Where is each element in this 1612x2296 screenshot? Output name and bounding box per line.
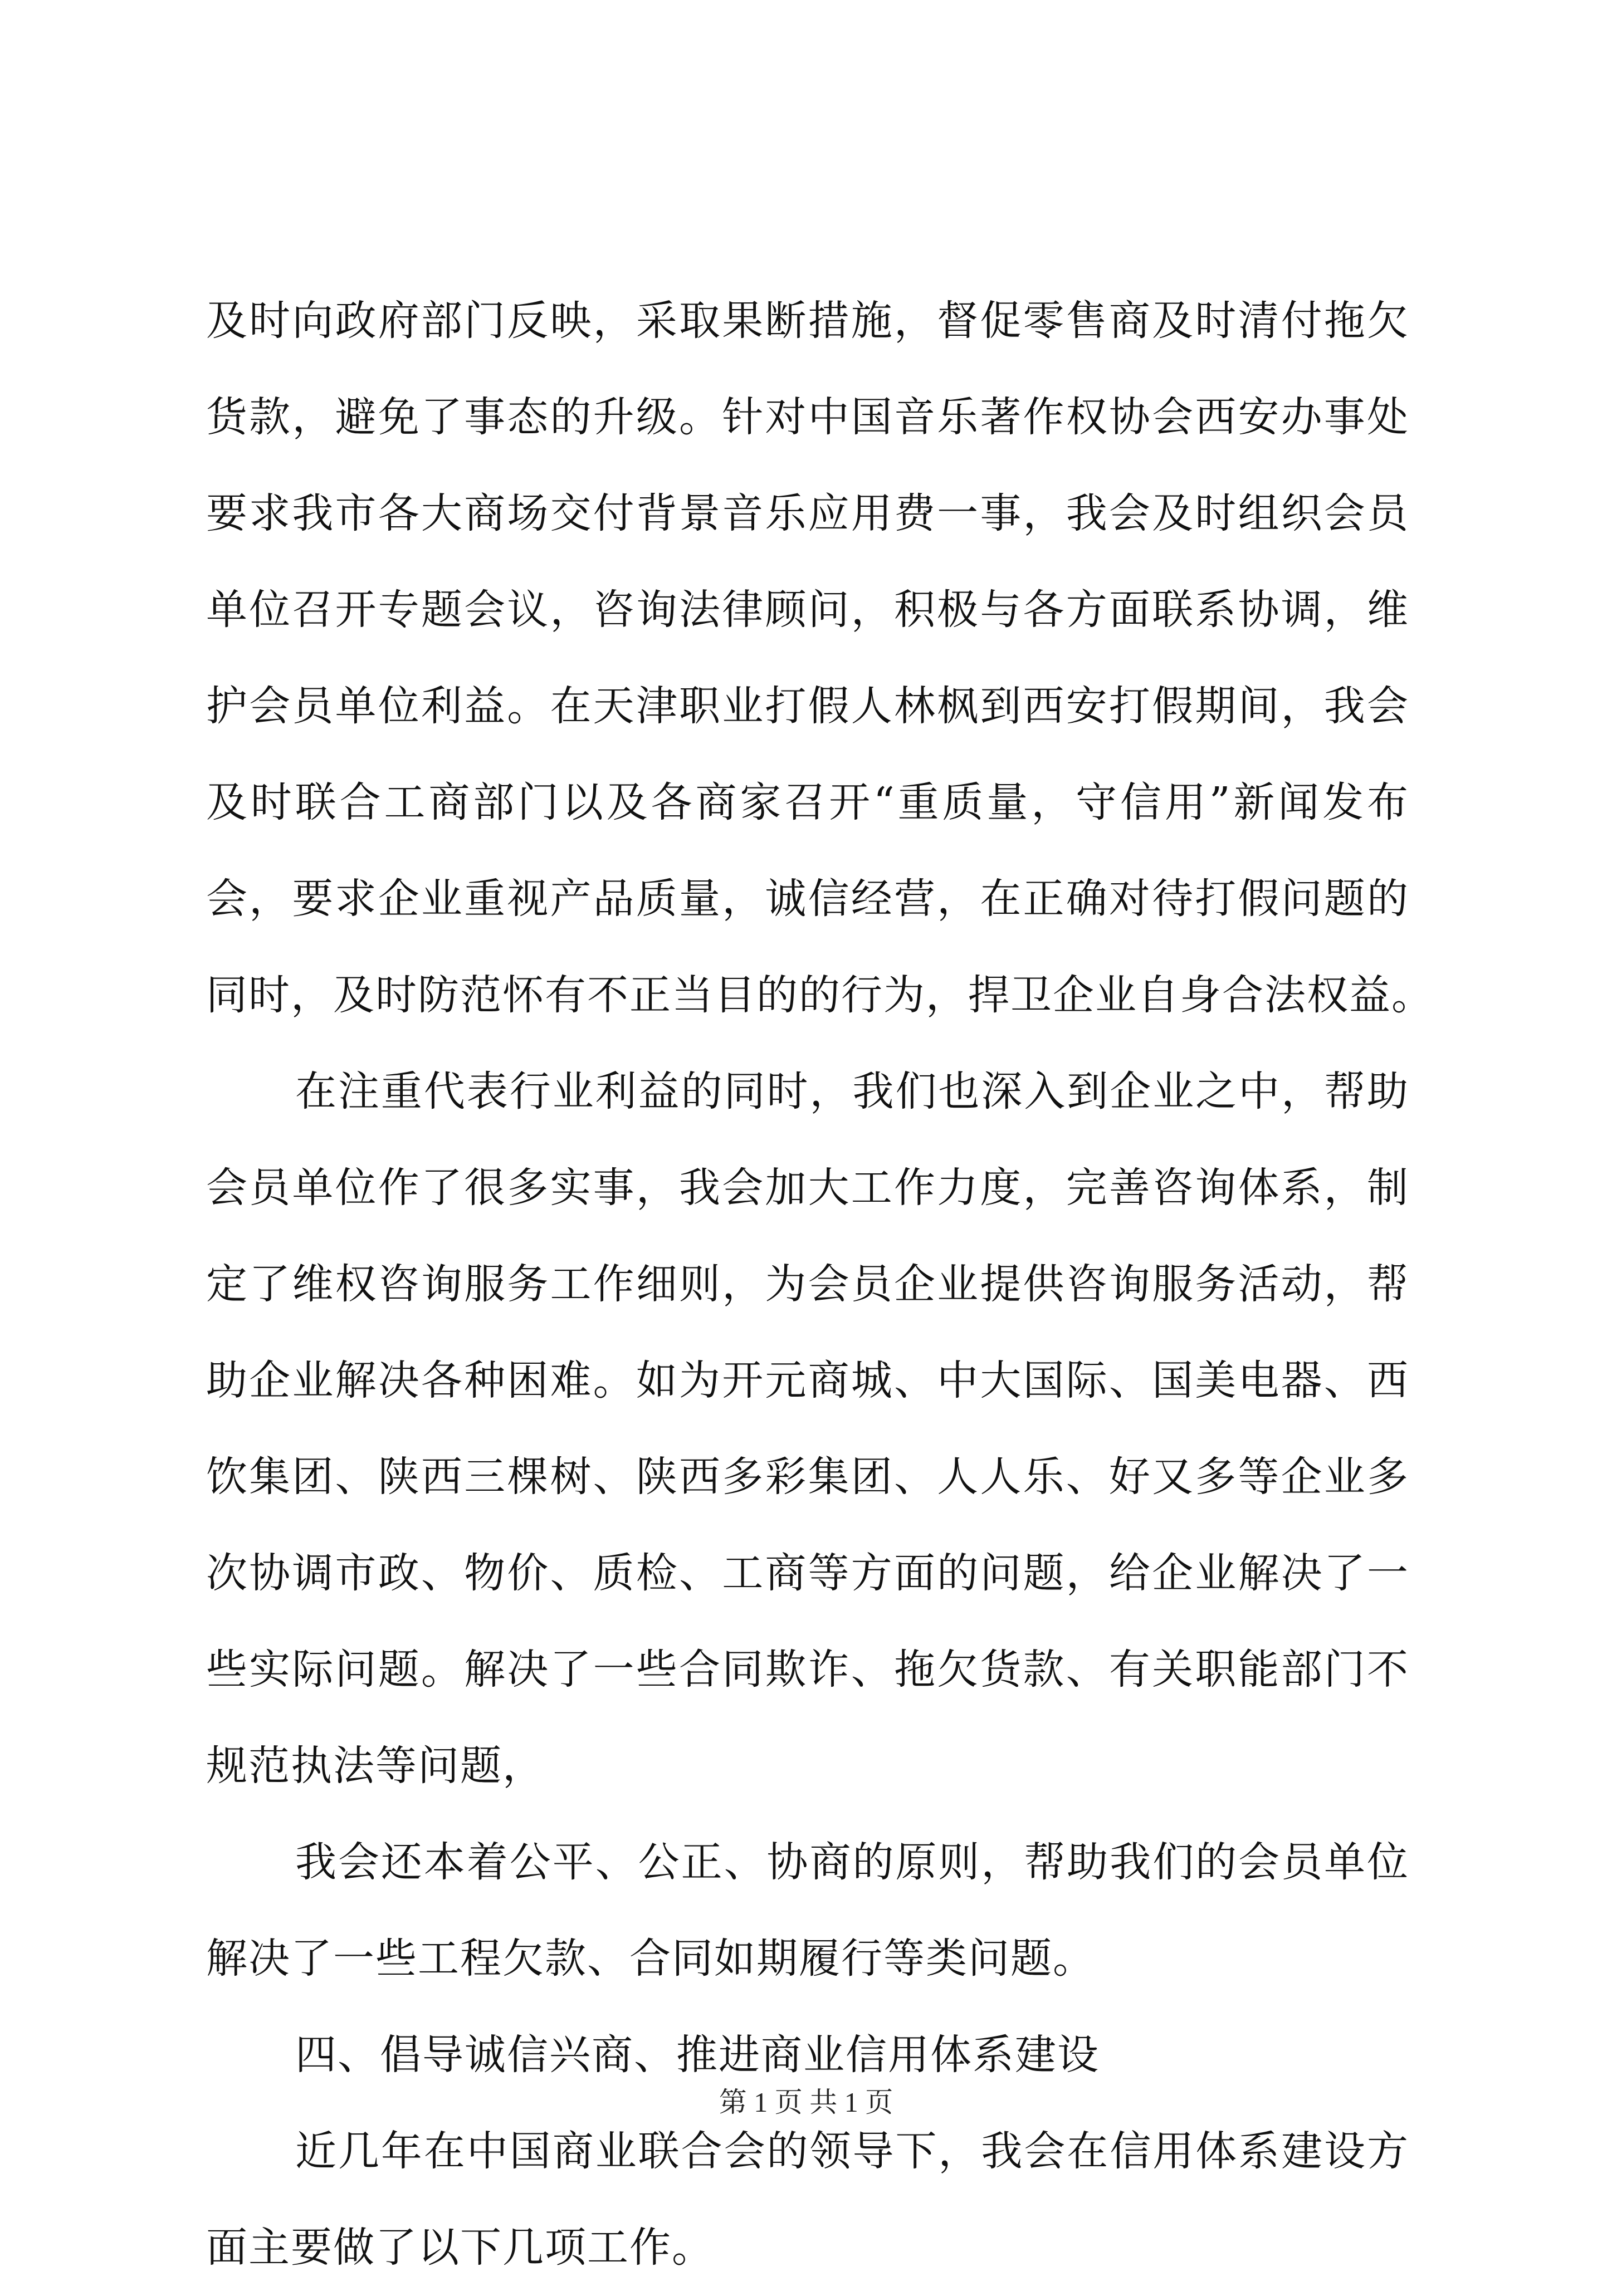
paragraph-start-line: 我会还本着公平、公正、协商的原则，帮助我们的会员单位 bbox=[295, 1838, 1409, 1886]
text-line: 及时向政府部门反映，采取果断措施，督促零售商及时清付拖欠 bbox=[206, 297, 1409, 345]
text-line: 护会员单位利益。在天津职业打假人林枫到西安打假期间，我会 bbox=[206, 682, 1409, 730]
text-line: 次协调市政、物价、质检、工商等方面的问题，给企业解决了一 bbox=[206, 1549, 1409, 1597]
text-line: 定了维权咨询服务工作细则，为会员企业提供咨询服务活动，帮 bbox=[206, 1260, 1409, 1308]
page-number-footer: 第 1 页 共 1 页 bbox=[719, 2087, 893, 2118]
text-line: 面主要做了以下几项工作。 bbox=[206, 2224, 714, 2271]
text-line: 些实际问题。解决了一些合同欺诈、拖欠货款、有关职能部门不 bbox=[206, 1646, 1409, 1693]
text-line: 会，要求企业重视产品质量，诚信经营，在正确对待打假问题的 bbox=[206, 875, 1409, 923]
text-line: 饮集团、陕西三棵树、陕西多彩集团、人人乐、好又多等企业多 bbox=[206, 1453, 1409, 1501]
section-heading: 四、倡导诚信兴商、推进商业信用体系建设 bbox=[295, 2031, 1100, 2079]
text-line: 会员单位作了很多实事，我会加大工作力度，完善咨询体系，制 bbox=[206, 1164, 1409, 1212]
text-line: 同时，及时防范怀有不正当目的的行为，捍卫企业自身合法权益。 bbox=[206, 971, 1434, 1019]
text-line: 解决了一些工程欠款、合同如期履行等类问题。 bbox=[206, 1935, 1095, 1982]
text-line: 助企业解决各种困难。如为开元商城、中大国际、国美电器、西 bbox=[206, 1357, 1409, 1404]
paragraph-start-line: 近几年在中国商业联合会的领导下，我会在信用体系建设方 bbox=[295, 2127, 1409, 2175]
text-line: 规范执法等问题， bbox=[206, 1742, 545, 1790]
text-line: 要求我市各大商场交付背景音乐应用费一事，我会及时组织会员 bbox=[206, 489, 1409, 537]
document-body bbox=[206, 273, 1434, 2296]
text-line: 及时联合工商部门以及各商家召开“重质量，守信用”新闻发布 bbox=[206, 779, 1409, 826]
text-line: 货款，避免了事态的升级。针对中国音乐著作权协会西安办事处 bbox=[206, 393, 1409, 441]
paragraph-start-line: 在注重代表行业利益的同时，我们也深入到企业之中，帮助 bbox=[295, 1068, 1409, 1115]
text-line: 单位召开专题会议，咨询法律顾问，积极与各方面联系协调，维 bbox=[206, 586, 1409, 634]
